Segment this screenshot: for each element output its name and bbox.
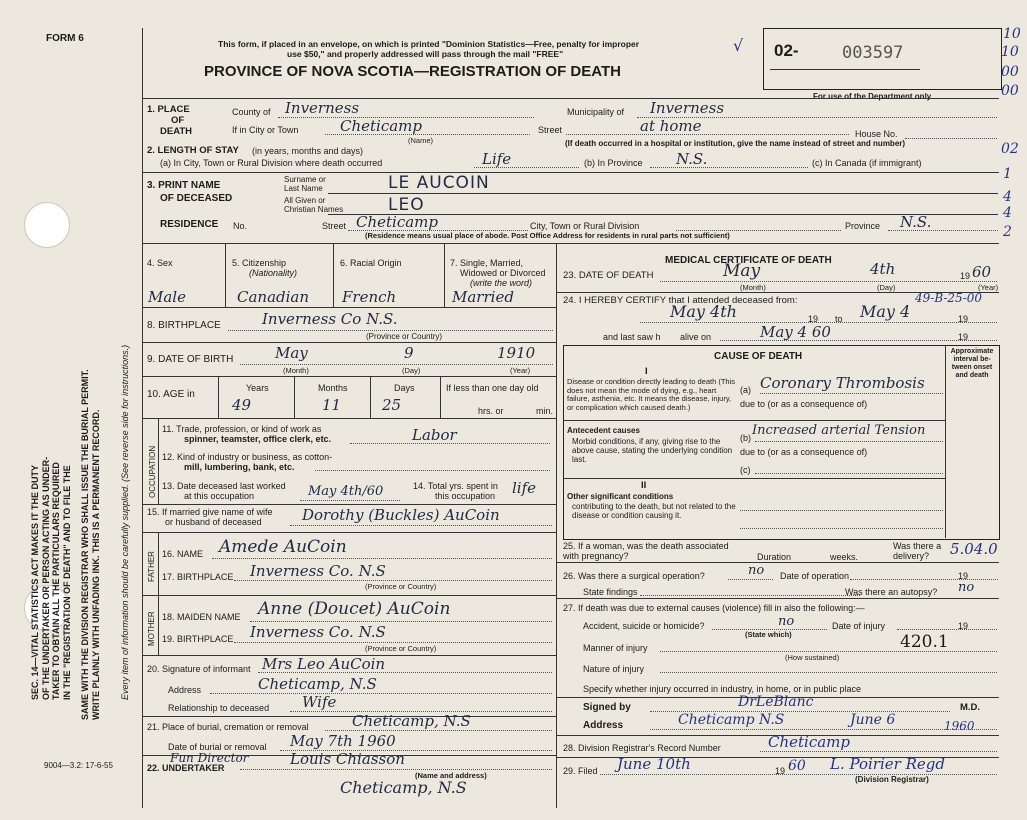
margin-code: 4 [1003,205,1012,221]
stay-c-label: (c) In Canada (if immigrant) [812,158,922,168]
month-hint: (Month) [283,366,309,375]
attended-to: May 4 [860,302,911,321]
relationship-value: Wife [302,693,337,711]
interval-hint: Approximate interval be- tween onset and death [950,348,994,379]
stay-a-value: Life [482,150,512,168]
surname-label: Last Name [284,184,323,193]
vital-statistics-notice [30,457,72,700]
death-year-prefix: 19 [960,271,971,281]
undertaker-city: Cheticamp, N.S [340,778,467,797]
mother-name-value: Anne (Doucet) AuCoin [258,599,451,619]
registrar-hint: (Division Registrar) [855,775,929,784]
residence-province-label: Province [845,221,881,231]
death-year: 60 [972,263,992,281]
manner-code: 420.1 [900,632,949,652]
year-hint: (Year) [978,283,999,292]
cause-a-value: Coronary Thrombosis [760,374,925,392]
citizenship-label: 5. Citizenship [232,258,287,268]
age-months: 11 [322,396,342,414]
given-value: LEO [388,195,425,215]
informant-address-value: Cheticamp, N.S [258,675,377,693]
dob-year: 1910 [497,344,536,362]
cause-title: CAUSE OF DEATH [714,351,803,362]
last-worked-value: May 4th/60 [308,484,384,499]
dob-label: 9. DATE OF BIRTH [147,354,234,365]
hours-label: hrs. or [478,406,504,416]
citizenship-value: Canadian [237,288,310,306]
birthplace-label: 8. BIRTHPLACE [147,320,221,331]
death-day: 4th [870,260,896,278]
total-years-q14: this occupation [435,491,496,501]
other-label: Other significant conditions [567,492,674,501]
instructions-notice [120,345,131,700]
weeks-label: weeks. [830,552,859,562]
accident-value: no [778,614,795,629]
spouse-label: or husband of deceased [165,517,262,527]
external-causes-label: 27. If death was due to external causes (violence) fill in also the following:— [563,603,865,613]
antecedent-note: Morbid conditions, if any, giving rise to the above cause, stating the underlying condition last. [572,437,733,464]
occupation-q11: 11. Trade, profession, or kind of work as [162,424,322,434]
residence-city-label: City, Town or Rural Division [530,221,640,231]
hospital-note: (If death occurred in a hospital or institution, give the name instead of street and number) [565,139,906,148]
informant-signature: Mrs Leo AuCoin [262,655,386,673]
punch-hole-top [24,202,70,248]
place-label: DEATH [160,126,193,137]
filed-label: 29. Filed [563,766,598,776]
cause-b-value: Increased arterial Tension [752,423,926,438]
stay-a-label: (a) In City, Town or Rural Division where death occurred [160,158,383,168]
last-worked-q13: 13. Date deceased last worked [162,481,286,491]
accident-label: Accident, suicide or homicide? [583,621,705,631]
margin-code: 4 [1003,189,1012,205]
informant-label: 20. Signature of informant [147,664,251,674]
certify-label: 24. I HEREBY CERTIFY that I attended deceased from: [563,295,798,306]
form-code: 9004—3.2: 17-6-55 [44,761,113,770]
years-label: Years [246,383,269,393]
province-hint: (Province or Country) [365,644,437,653]
alive-on-label: alive on [680,332,712,342]
residence-street-value: Cheticamp [356,213,439,231]
day-hint: (Day) [402,366,421,375]
street-label: Street [538,125,563,135]
notice-line: IN THE "REGISTRATION OF DEATH" AND TO FILE THE [61,465,72,700]
autopsy-label: Was there an autopsy? [845,587,938,597]
signed-by-label: Signed by [583,702,631,713]
department-use-note: For use of the Department only [813,92,932,101]
filed-date: June 10th [617,755,691,773]
days-label: Days [394,383,415,393]
physician-date: June 6 [850,712,896,728]
delivery-code: 5.04.0 [950,540,998,558]
county-value: Inverness [285,99,360,117]
house-number-label: House No. [855,129,898,139]
dob-day: 9 [404,344,414,362]
racial-value: French [342,288,397,306]
father-side-label: FATHER [147,551,156,582]
how-sustained-hint: (How sustained) [785,653,840,662]
operation-date-label: Date of operation [780,571,850,581]
division-registrar-notice [80,369,101,720]
residence-label: RESIDENCE [160,219,219,230]
municipality-value: Inverness [650,99,725,117]
notice-line: SEC. 14—VITAL STATISTICS ACT MAKES IT THE DUTY [30,464,40,700]
surgery-value: no [748,563,765,578]
name-address-hint: (Name and address) [415,771,487,780]
delivery-label: Was there a delivery? [893,541,942,561]
marital-hint: (write the word) [470,278,533,288]
notice-line: TAKER TO OBTAIN ALL THE PARTICULARS REQUIRED [51,462,61,700]
registrar-signature: L. Poirier Regd [830,755,945,773]
undertaker-name: Louis Chiasson [290,750,405,768]
stay-b-label: (b) In Province [584,158,643,168]
total-years-q14: 14. Total yrs. spent in [413,481,498,491]
margin-code: 10 [1001,44,1019,60]
envelope-note: use $50," and properly addressed will pass through the mail "FREE" [287,49,564,59]
due-to-note: due to (or as a consequence of) [740,399,868,409]
due-to-note: due to (or as a consequence of) [740,447,868,457]
envelope-note: This form, if placed in an envelope, on which is printed "Dominion Statistics—Free, penalty for improper [218,39,640,49]
citizenship-hint: (Nationality) [249,268,298,278]
physician-address-value: Cheticamp N.S [678,712,785,728]
death-date-label: 23. DATE OF DEATH [563,270,654,281]
relationship-label: Relationship to deceased [168,703,270,713]
checkmark-mark: √ [733,36,744,55]
sex-value: Male [148,288,186,306]
father-name-value: Amede AuCoin [219,537,347,557]
father-name-label: 16. NAME [162,549,204,559]
marital-value: Married [452,288,514,306]
attended-from: May 4th [670,302,737,321]
pregnancy-label: 25. If a woman, was the death associated with pregnancy? [563,541,729,561]
day-hint: (Day) [877,283,896,292]
notice-line: Every item of information should be carefully supplied. (See reverse side for instructions.) [120,344,130,700]
margin-code: 1 [1003,166,1012,182]
marital-label: 7. Single, Married, [450,258,524,268]
cause-c-label: (c) [740,465,751,475]
spouse-value: Dorothy (Buckles) AuCoin [302,506,500,524]
residence-province-value: N.S. [900,213,932,231]
last-worked-q13: at this occupation [184,491,255,501]
margin-code: 2 [1003,224,1012,240]
sex-label: 4. Sex [147,258,173,268]
surname-value: LE AUCOIN [388,173,490,193]
year-prefix: 19 [958,314,969,324]
father-birthplace-value: Inverness Co. N.S [250,562,386,580]
stay-label: 2. LENGTH OF STAY [147,145,239,156]
residence-no-label: No. [233,221,248,231]
burial-date-value: May 7th 1960 [290,732,396,750]
registration-prefix: 02- [774,41,799,60]
burial-date-label: Date of burial or removal [168,742,267,752]
notice-line: OF THE UNDERTAKER OR PERSON ACTING AS UNDER- [40,456,51,700]
undertaker-label: 22. UNDERTAKER [147,763,225,773]
birthplace-value: Inverness Co N.S. [262,310,398,328]
age-label: 10. AGE in [147,389,195,400]
notice-line: WRITE PLAINLY WITH UNFADING INK. THIS IS A PERMANENT RECORD. [90,409,101,720]
registration-number: 003597 [842,43,904,63]
year-prefix: 19 [808,314,819,324]
given-label: Christian Names [284,205,344,214]
deceased-label: OF DECEASED [160,193,233,204]
to-label: to [835,314,843,324]
cause-note: Disease or condition directly leading to death (This does not mean the mode of dying, e.g., heart failure, asthenia, etc. It means the disease, injury, or complication which caused death.) [567,377,736,412]
manner-label: Manner of injury [583,643,648,653]
stay-hint: (in years, months and days) [252,146,364,156]
street-value: at home [640,117,702,135]
filed-year: 60 [788,758,806,774]
age-years: 49 [232,396,252,414]
registration-number-box [763,28,1002,90]
informant-address-label: Address [168,685,202,695]
total-years-value: life [512,479,537,497]
month-hint: (Month) [740,283,766,292]
last-seen-value: May 4 60 [760,323,831,341]
given-label: All Given or [284,196,326,205]
margin-code: 00 [1001,64,1019,80]
age-days: 25 [382,396,402,414]
cause-a-label: (a) [740,385,751,395]
residence-note: (Residence means usual place of abode. Post Office Address for residents in rural parts not sufficient) [365,231,730,240]
death-month: May [723,261,761,281]
mother-side-label: MOTHER [147,611,156,646]
form-label: FORM 6 [46,33,84,44]
stay-b-value: N.S. [676,150,708,168]
city-label: If in City or Town [232,125,299,135]
state-which-hint: (State which) [745,630,792,639]
undertaker-title: Fun Director [170,751,249,765]
filed-year-prefix: 19 [775,766,786,776]
deceased-label: 3. PRINT NAME [147,180,221,191]
medical-title: MEDICAL CERTIFICATE OF DEATH [665,255,832,266]
certify-code: 49-B-25-00 [915,291,983,305]
injury-date-label: Date of injury [832,621,886,631]
county-label: County of [232,107,271,117]
mother-birthplace-value: Inverness Co. N.S [250,623,386,641]
cause-part-i: I [645,366,648,377]
state-findings-label: State findings [583,587,638,597]
margin-code: 00 [1001,83,1019,99]
province-hint: (Province or Country) [365,582,437,591]
record-number-label: 28. Division Registrar's Record Number [563,743,721,753]
cause-b-label: (b) [740,433,751,443]
duration-label: Duration [757,552,792,562]
age-note: If less than one day old [446,383,539,393]
spouse-label: 15. If married give name of wife [147,507,273,517]
place-label: 1. PLACE [147,104,190,115]
surgery-label: 26. Was there a surgical operation? [563,571,705,581]
industry-note: Specify whether injury occurred in industry, in home, or in public place [583,684,861,694]
form-title: PROVINCE OF NOVA SCOTIA—REGISTRATION OF DEATH [204,63,621,80]
physician-year: 1960 [944,719,975,733]
name-hint: (Name) [408,136,434,145]
racial-label: 6. Racial Origin [340,258,402,268]
nature-label: Nature of injury [583,664,645,674]
place-label: OF [171,115,185,126]
margin-code: 02 [1001,141,1019,157]
year-hint: (Year) [510,366,531,375]
physician-address-label: Address [583,720,624,731]
burial-place-value: Cheticamp, N.S [352,712,471,730]
notice-line: SAME WITH THE DIVISION REGISTRAR WHO SHALL ISSUE THE BURIAL PERMIT. [80,369,90,720]
occupation-value: Labor [412,426,457,444]
year-prefix: 19 [958,621,969,631]
father-birthplace-label: 17. BIRTHPLACE [162,572,234,582]
last-seen-label: and last saw h [603,332,661,342]
cause-part-ii: II [641,480,647,491]
industry-q12: 12. Kind of industry or business, as cotton- [162,452,333,462]
municipality-label: Municipality of [567,107,625,117]
dob-month: May [275,344,308,362]
city-value: Cheticamp [340,117,423,135]
margin-code: 10 [1003,26,1021,42]
mother-name-label: 18. MAIDEN NAME [162,612,241,622]
marital-label: Widowed or Divorced [460,268,546,278]
surname-label: Surname or [284,175,326,184]
other-note: contributing to the death, but not related to the disease or condition causing it. [572,502,736,520]
autopsy-value: no [958,580,975,595]
md-label: M.D. [960,702,981,713]
year-prefix: 19 [958,332,969,342]
burial-label: 21. Place of burial, cremation or removal [147,722,309,732]
year-prefix: 19 [958,571,969,581]
occupation-side-label: OCCUPATION [148,445,157,498]
months-label: Months [318,383,348,393]
residence-street-label: Street [322,221,347,231]
antecedent-label: Antecedent causes [567,426,640,435]
minutes-label: min. [536,406,554,416]
occupation-q11: spinner, teamster, office clerk, etc. [184,434,332,444]
birthplace-hint: (Province or Country) [366,332,443,341]
industry-q12: mill, lumbering, bank, etc. [184,462,295,472]
mother-birthplace-label: 19. BIRTHPLACE [162,634,234,644]
record-number-value: Cheticamp [768,733,851,751]
physician-signature: DrLeBlanc [738,694,814,710]
